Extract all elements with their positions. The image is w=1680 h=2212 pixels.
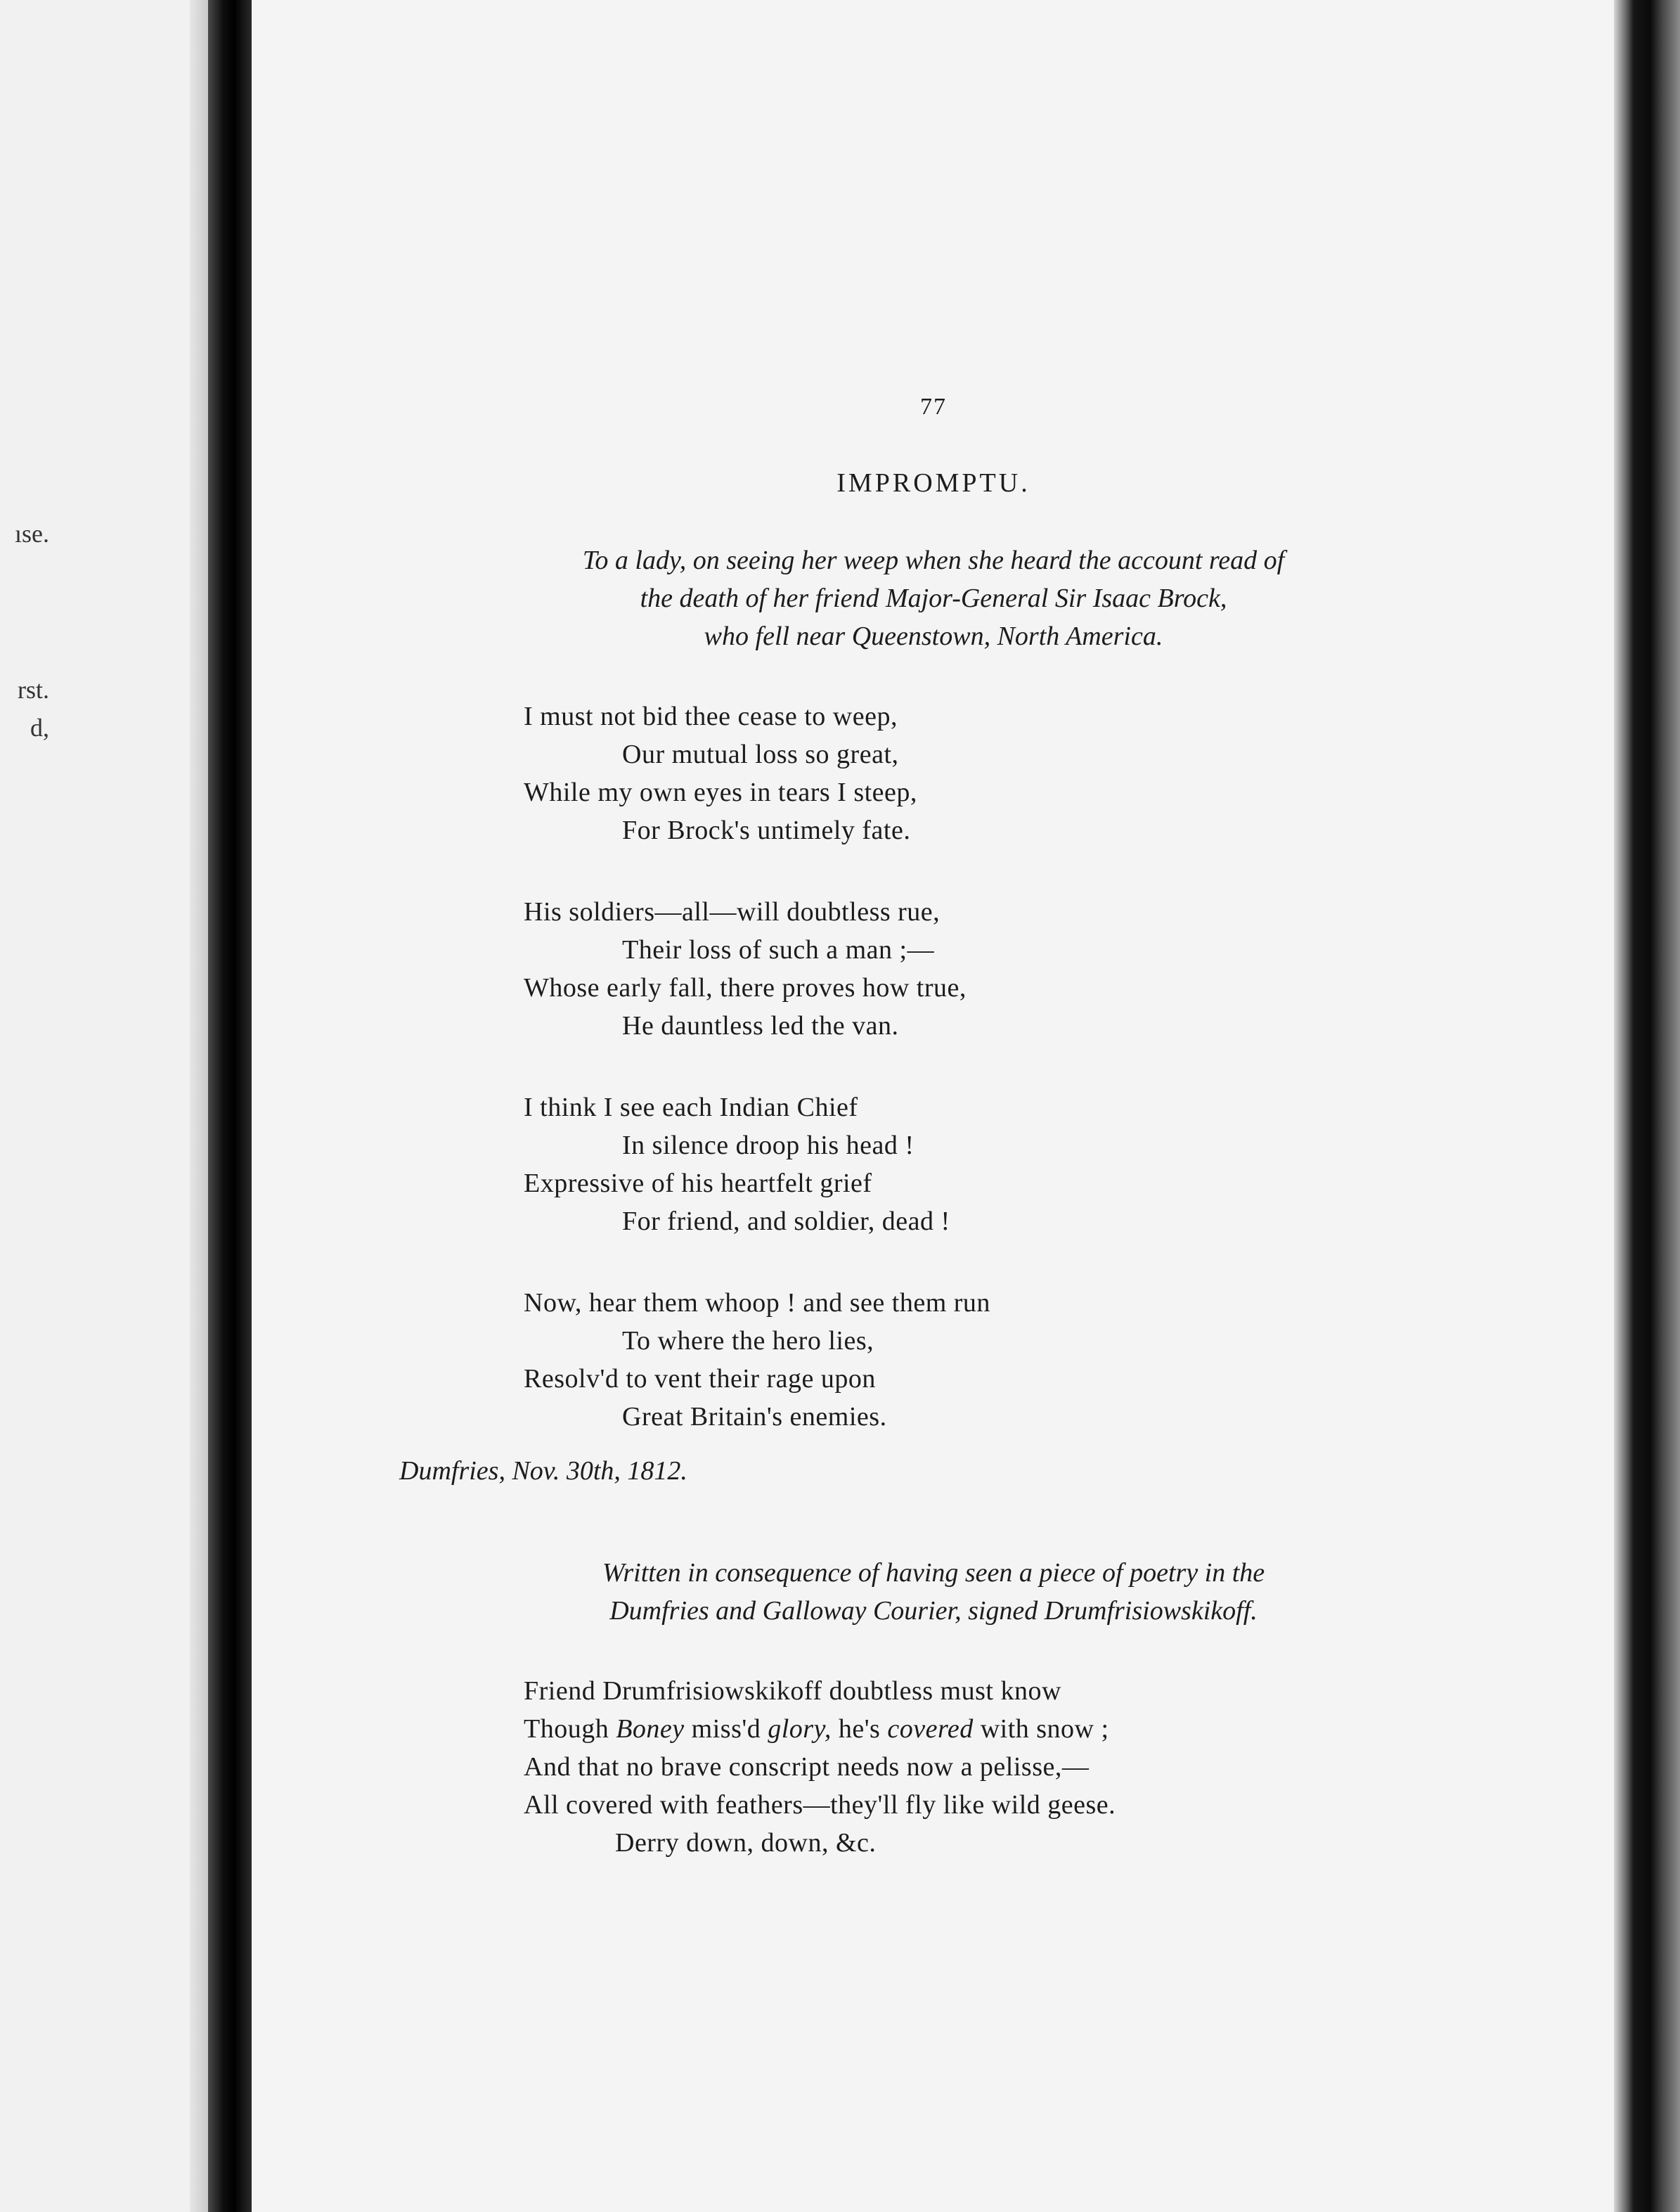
verse-emphasis: covered bbox=[887, 1714, 974, 1744]
verse-line: All covered with feathers—they'll fly like wild geese. bbox=[524, 1790, 1116, 1820]
verse-line: He dauntless led the van. bbox=[622, 1011, 899, 1041]
dedication-line: the death of her friend Major-General Sir Isaac Brock, bbox=[640, 584, 1227, 613]
note-line: Dumfries and Galloway Courier, signed Drumfrisiowskikoff. bbox=[609, 1596, 1258, 1626]
page-number: 77 bbox=[920, 394, 947, 420]
verse-line: And that no brave conscript needs now a pelisse,— bbox=[524, 1752, 1090, 1782]
verse-line: Great Britain's enemies. bbox=[622, 1402, 887, 1432]
note-line: Written in consequence of having seen a piece of poetry in the bbox=[602, 1558, 1265, 1588]
dedication bbox=[252, 541, 1615, 655]
left-page-edge bbox=[190, 0, 208, 2212]
verse-line: For Brock's untimely fate. bbox=[622, 816, 911, 845]
verse-line: Derry down, down, &c. bbox=[615, 1828, 877, 1858]
verse-line: Their loss of such a man ;— bbox=[622, 935, 935, 965]
verse-line: While my own eyes in tears I steep, bbox=[524, 778, 917, 807]
verse-line: Now, hear them whoop ! and see them run bbox=[524, 1288, 990, 1318]
poem-title: IMPROMPTU. bbox=[836, 468, 1030, 498]
left-page-fragment: rst. bbox=[18, 676, 49, 704]
verse-line: Resolv'd to vent their rage upon bbox=[524, 1364, 876, 1394]
verse-line: To where the hero lies, bbox=[622, 1326, 874, 1356]
left-page bbox=[0, 0, 204, 2212]
verse-text: with snow ; bbox=[973, 1714, 1109, 1744]
verse-line: His soldiers—all—will doubtless rue, bbox=[524, 897, 941, 927]
signoff: Dumfries, Nov. 30th, 1812. bbox=[399, 1456, 687, 1486]
left-page-fragment: d, bbox=[30, 714, 49, 742]
verse-line: In silence droop his head ! bbox=[622, 1131, 915, 1160]
verse-line: For friend, and soldier, dead ! bbox=[622, 1207, 950, 1236]
stanza bbox=[524, 1088, 1437, 1240]
stanza bbox=[524, 1672, 1437, 1862]
stanza bbox=[524, 697, 1437, 849]
left-page-fragment: ıse. bbox=[15, 520, 49, 548]
verse-line bbox=[524, 1710, 1437, 1748]
verse-line: Whose early fall, there proves how true, bbox=[524, 973, 967, 1003]
verse-text: he's bbox=[831, 1714, 888, 1744]
verse-text: Though bbox=[524, 1714, 616, 1744]
verse-line: Expressive of his heartfelt grief bbox=[524, 1169, 872, 1198]
stanza bbox=[524, 1284, 1437, 1436]
verse-line: Friend Drumfrisiowskikoff doubtless must know bbox=[524, 1676, 1061, 1706]
note bbox=[252, 1554, 1615, 1630]
verse-line: I must not bid thee cease to weep, bbox=[524, 702, 898, 731]
stanza bbox=[524, 893, 1437, 1045]
dedication-line: To a lady, on seeing her weep when she heard the account read of bbox=[582, 546, 1285, 575]
book-gutter bbox=[208, 0, 252, 2212]
verse-emphasis: glory, bbox=[768, 1714, 832, 1744]
verse-line: Our mutual loss so great, bbox=[622, 740, 899, 769]
verse-text: miss'd bbox=[684, 1714, 768, 1744]
verse-emphasis: Boney bbox=[616, 1714, 685, 1744]
dedication-line: who fell near Queenstown, North America. bbox=[704, 622, 1163, 651]
verse-line: I think I see each Indian Chief bbox=[524, 1093, 858, 1122]
book-right-edge bbox=[1614, 0, 1680, 2212]
